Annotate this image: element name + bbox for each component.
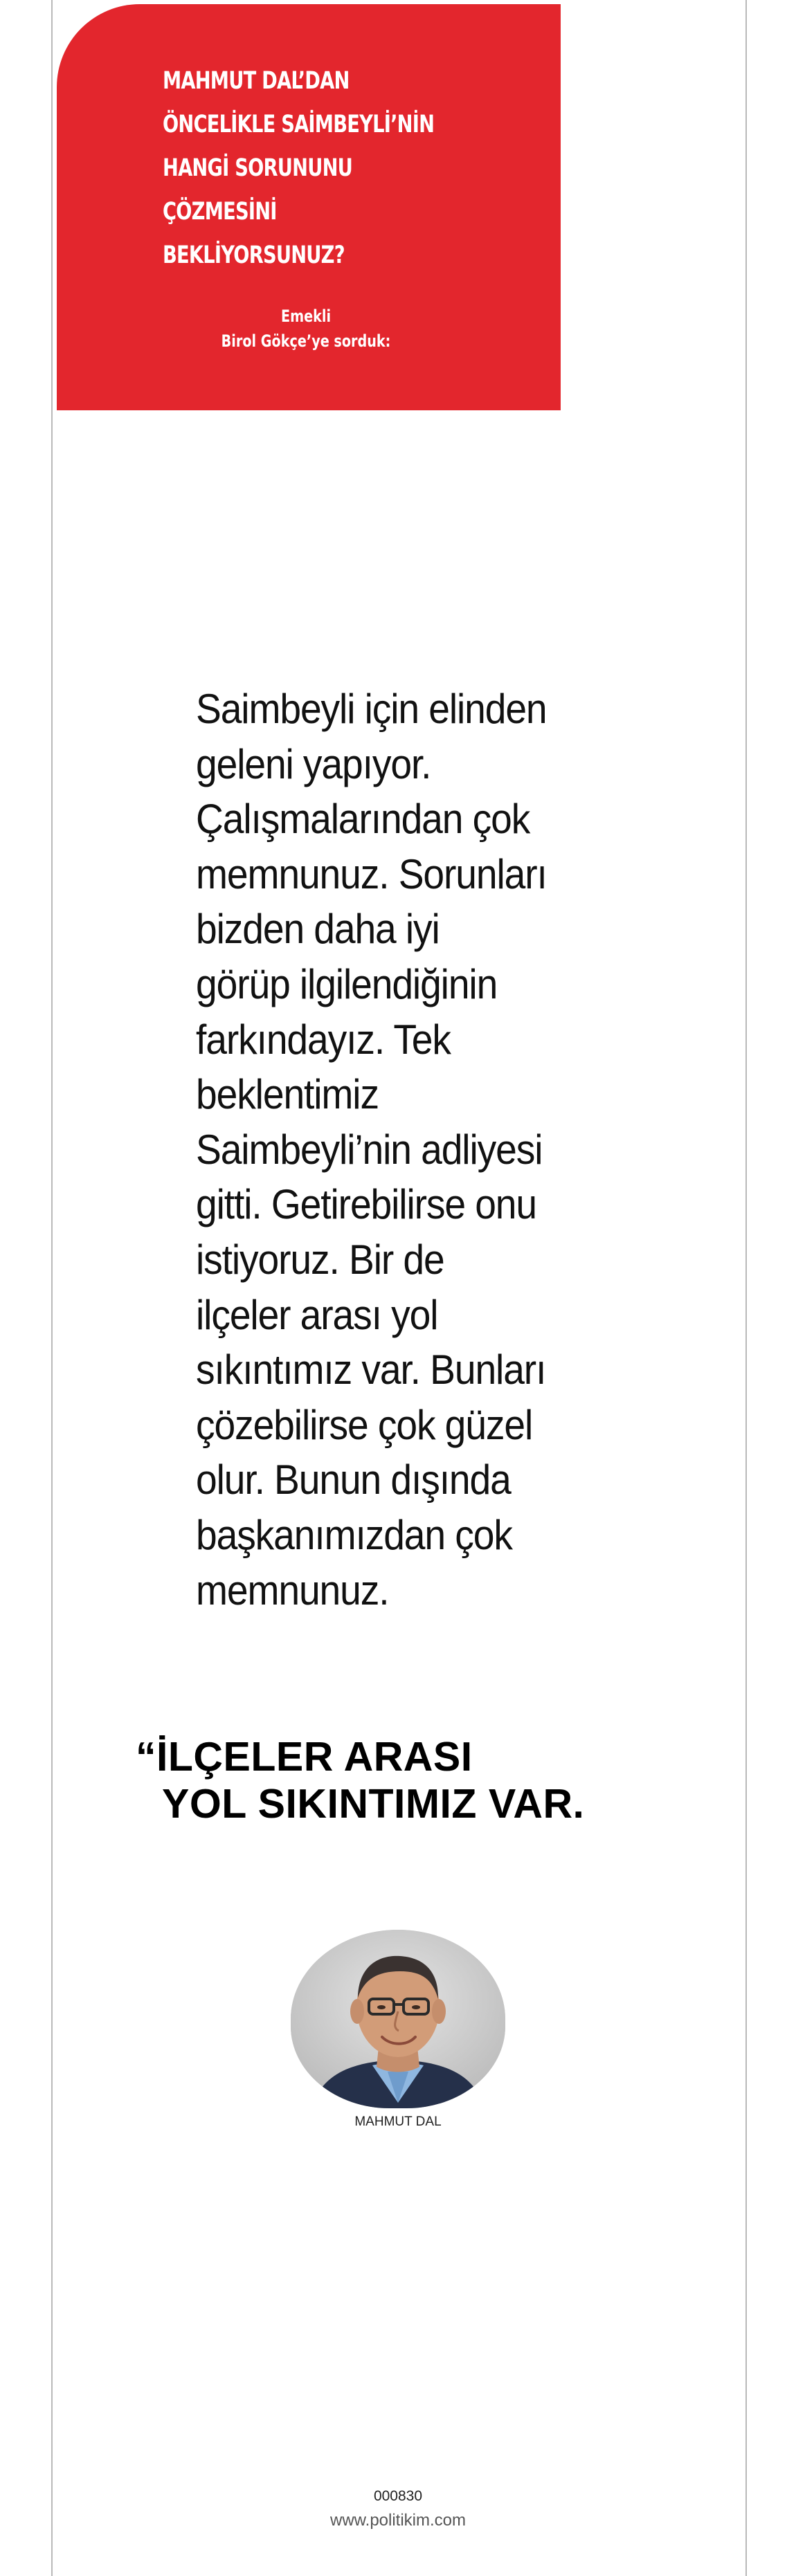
person-portrait-icon bbox=[291, 1930, 505, 2108]
right-column-rule bbox=[745, 0, 747, 2576]
answer-line: istiyoruz. Bir de bbox=[196, 1236, 444, 1283]
portrait-illustration bbox=[291, 1930, 505, 2108]
answer-line: Çalışmalarından çok bbox=[196, 796, 530, 843]
respondent-credit bbox=[107, 304, 505, 354]
answer-line: ilçeler arası yol bbox=[196, 1291, 438, 1338]
answer-line: geleni yapıyor. bbox=[196, 740, 431, 787]
footer-code: 000830 bbox=[373, 2488, 423, 2504]
question-title-line: BEKLİYORSUNUZ? bbox=[163, 241, 345, 269]
left-column-rule bbox=[51, 0, 53, 2576]
respondent-name: Birol Gökçe’ye sorduk: bbox=[221, 331, 391, 351]
answer-line: memnunuz. Sorunları bbox=[196, 850, 547, 897]
answer-line: farkındayız. Tek bbox=[196, 1016, 451, 1063]
portrait-caption: MAHMUT DAL bbox=[354, 2114, 442, 2129]
pull-quote-line: “İLÇELER ARASI bbox=[136, 1734, 473, 1780]
answer-line: bizden daha iyi bbox=[196, 906, 440, 953]
answer-line: çözebilirse çok güzel bbox=[196, 1401, 533, 1448]
answer-line: başkanımızdan çok bbox=[196, 1511, 512, 1558]
respondent-occupation: Emekli bbox=[280, 307, 332, 326]
answer-text bbox=[196, 682, 654, 1618]
answer-line: görüp ilgilendiğinin bbox=[196, 960, 498, 1007]
question-title-line: HANGİ SORUNUNU bbox=[163, 154, 353, 182]
pull-quote-line: YOL SIKINTIMIZ VAR. bbox=[162, 1781, 585, 1827]
question-title bbox=[163, 60, 444, 277]
footer-url: www.politikim.com bbox=[329, 2511, 467, 2530]
question-title-line: ÖNCELİKLE SAİMBEYLİ’NİN bbox=[163, 111, 435, 138]
answer-line: Saimbeyli’nin adliyesi bbox=[196, 1126, 543, 1173]
answer-line: Saimbeyli için elinden bbox=[196, 686, 547, 732]
answer-line: memnunuz. bbox=[196, 1566, 389, 1614]
question-title-line: MAHMUT DAL’DAN bbox=[163, 67, 350, 95]
question-title-line: ÇÖZMESİNİ bbox=[163, 198, 277, 226]
pull-quote bbox=[136, 1733, 731, 1827]
question-box bbox=[57, 4, 561, 410]
answer-line: gitti. Getirebilirse onu bbox=[196, 1181, 537, 1228]
answer-line: beklentimiz bbox=[196, 1071, 379, 1118]
answer-line: olur. Bunun dışında bbox=[196, 1456, 511, 1504]
answer-line: sıkıntımız var. Bunları bbox=[196, 1346, 546, 1394]
